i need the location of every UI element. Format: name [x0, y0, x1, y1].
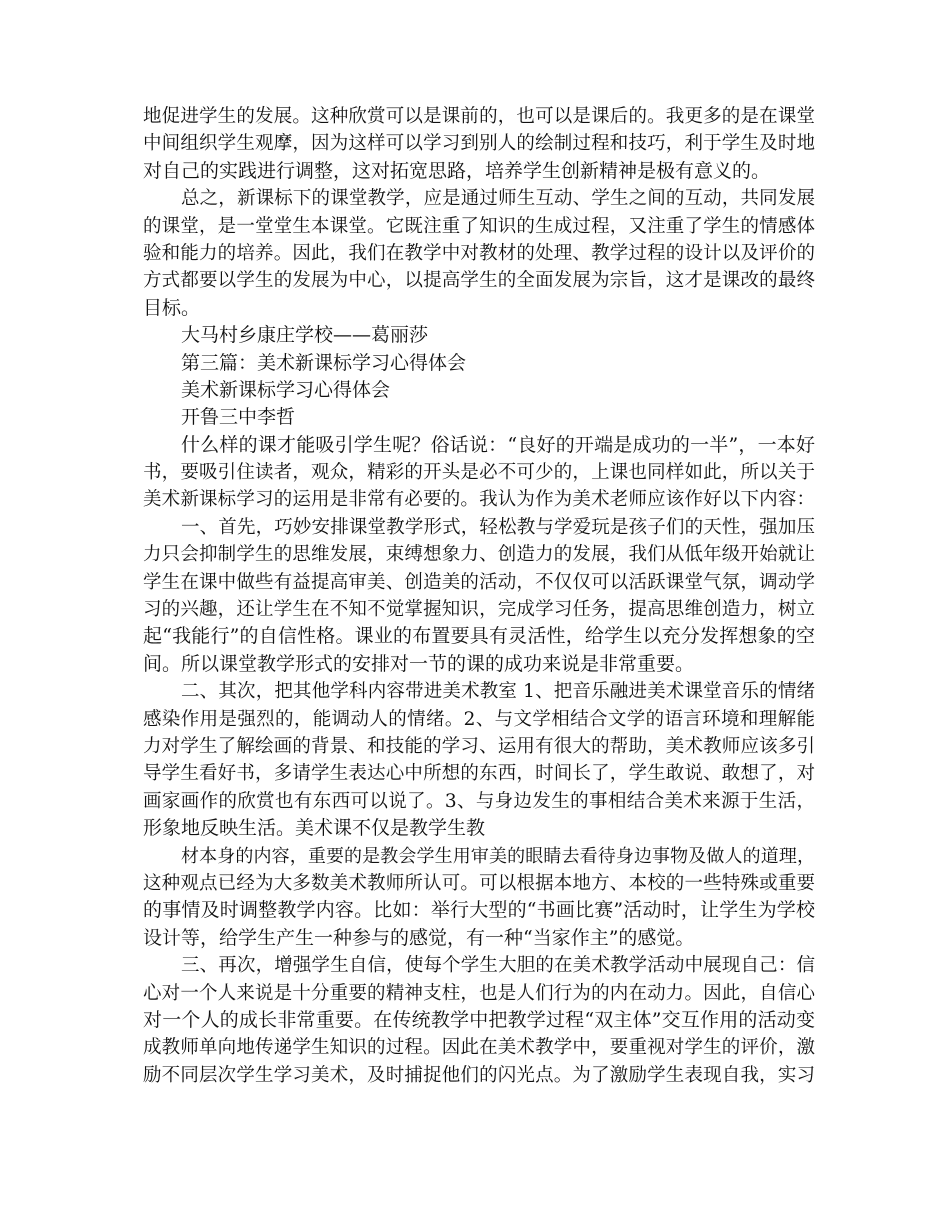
text-line: 导学生看好书，多请学生表达心中所想的东西，时间长了，学生敢说、敢想了，对	[143, 763, 815, 785]
text-line: 地促进学生的发展。这种欣赏可以是课前的，也可以是课后的。我更多的是在课堂	[143, 106, 815, 127]
text-line: 对自己的实践进行调整，这对拓宽思路，培养学生创新精神是极有意义的。	[143, 159, 771, 182]
text-line: 感染作用是强烈的，能调动人的情绪。2、与文学相结合文学的语言环境和理解能	[143, 708, 815, 730]
text-line: 什么样的课才能吸引学生呢？俗话说：“良好的开端是成功的一半”，一本好	[181, 433, 815, 456]
text-line: 的课堂，是一堂堂生本课堂。它既注重了知识的生成过程，又注重了学生的情感体	[143, 215, 815, 237]
text-line: 美术新课标学习心得体会	[181, 378, 391, 401]
text-line: 习的兴趣，还让学生在不知不觉掌握知识，完成学习任务，提高思维创造力，树立	[143, 599, 815, 621]
text-line: 间。所以课堂教学形式的安排对一节的课的成功来说是非常重要。	[143, 652, 695, 675]
text-line: 第三篇：美术新课标学习心得体会	[181, 351, 467, 374]
document-body-text	[143, 103, 815, 1089]
text-line: 力只会抑制学生的思维发展，束缚想象力、创造力的发展，我们从低年级开始就让	[143, 544, 815, 566]
text-line: 形象地反映生活。美术课不仅是教学生教	[143, 817, 486, 840]
text-line: 美术新课标学习的运用是非常有必要的。我认为作为美术老师应该作好以下内容：	[143, 489, 815, 511]
text-line: 心对一个人来说是十分重要的精神支柱，也是人们行为的内在动力。因此，自信心	[143, 982, 815, 1004]
text-line: 对一个人的成长非常重要。在传统教学中把教学过程“双主体”交互作用的活动变	[143, 1008, 815, 1031]
text-line: 成教师单向地传递学生知识的过程。因此在美术教学中，要重视对学生的评价，激	[143, 1037, 815, 1059]
text-line: 学生在课中做些有益提高审美、创造美的活动，不仅仅可以活跃课堂气氛，调动学	[143, 571, 815, 593]
text-line: 材本身的内容，重要的是教会学生用审美的眼睛去看待身边事物及做人的道理，	[181, 845, 815, 867]
text-line: 目标。	[143, 296, 201, 319]
text-line: 大马村乡康庄学校——葛丽莎	[181, 324, 429, 347]
text-line: 中间组织学生观摩，因为这样可以学习到别人的绘制过程和技巧，利于学生及时地	[143, 133, 815, 155]
text-line: 的事情及时调整教学内容。比如：举行大型的“书画比赛”活动时，让学生为学校	[143, 899, 815, 922]
text-line: 这种观点已经为大多数美术教师所认可。可以根据本地方、本校的一些特殊或重要	[143, 872, 815, 894]
text-line: 书，要吸引住读者，观众，精彩的开头是必不可少的，上课也同样如此，所以关于	[143, 462, 815, 484]
text-line: 二、其次，把其他学科内容带进美术教室 1、把音乐融进美术课堂音乐的情绪	[181, 681, 815, 703]
text-line: 开鲁三中李哲	[181, 406, 296, 429]
text-line: 总之，新课标下的课堂教学，应是通过师生互动、学生之间的互动，共同发展	[181, 188, 815, 210]
text-line: 起“我能行”的自信性格。课业的布置要具有灵活性，给学生以充分发挥想象的空	[143, 625, 815, 648]
text-line: 验和能力的培养。因此，我们在教学中对教材的处理、教学过程的设计以及评价的	[143, 242, 815, 264]
text-line: 一、首先，巧妙安排课堂教学形式，轻松教与学爱玩是孩子们的天性，强加压	[181, 516, 815, 538]
text-line: 力对学生了解绘画的背景、和技能的学习、运用有很大的帮助，美术教师应该多引	[143, 735, 815, 757]
text-line: 设计等，给学生产生一种参与的感觉，有一种“当家作主”的感觉。	[143, 926, 695, 949]
text-line: 励不同层次学生学习美术，及时捕捉他们的闪光点。为了激励学生表现自我，实习	[143, 1064, 815, 1086]
text-line: 三、再次，增强学生自信，使每个学生大胆的在美术教学活动中展现自己：信	[181, 955, 815, 977]
text-line: 画家画作的欣赏也有东西可以说了。3、与身边发生的事相结合美术来源于生活，	[143, 790, 815, 812]
text-line: 方式都要以学生的发展为中心，以提高学生的全面发展为宗旨，这才是课改的最终	[143, 270, 815, 292]
